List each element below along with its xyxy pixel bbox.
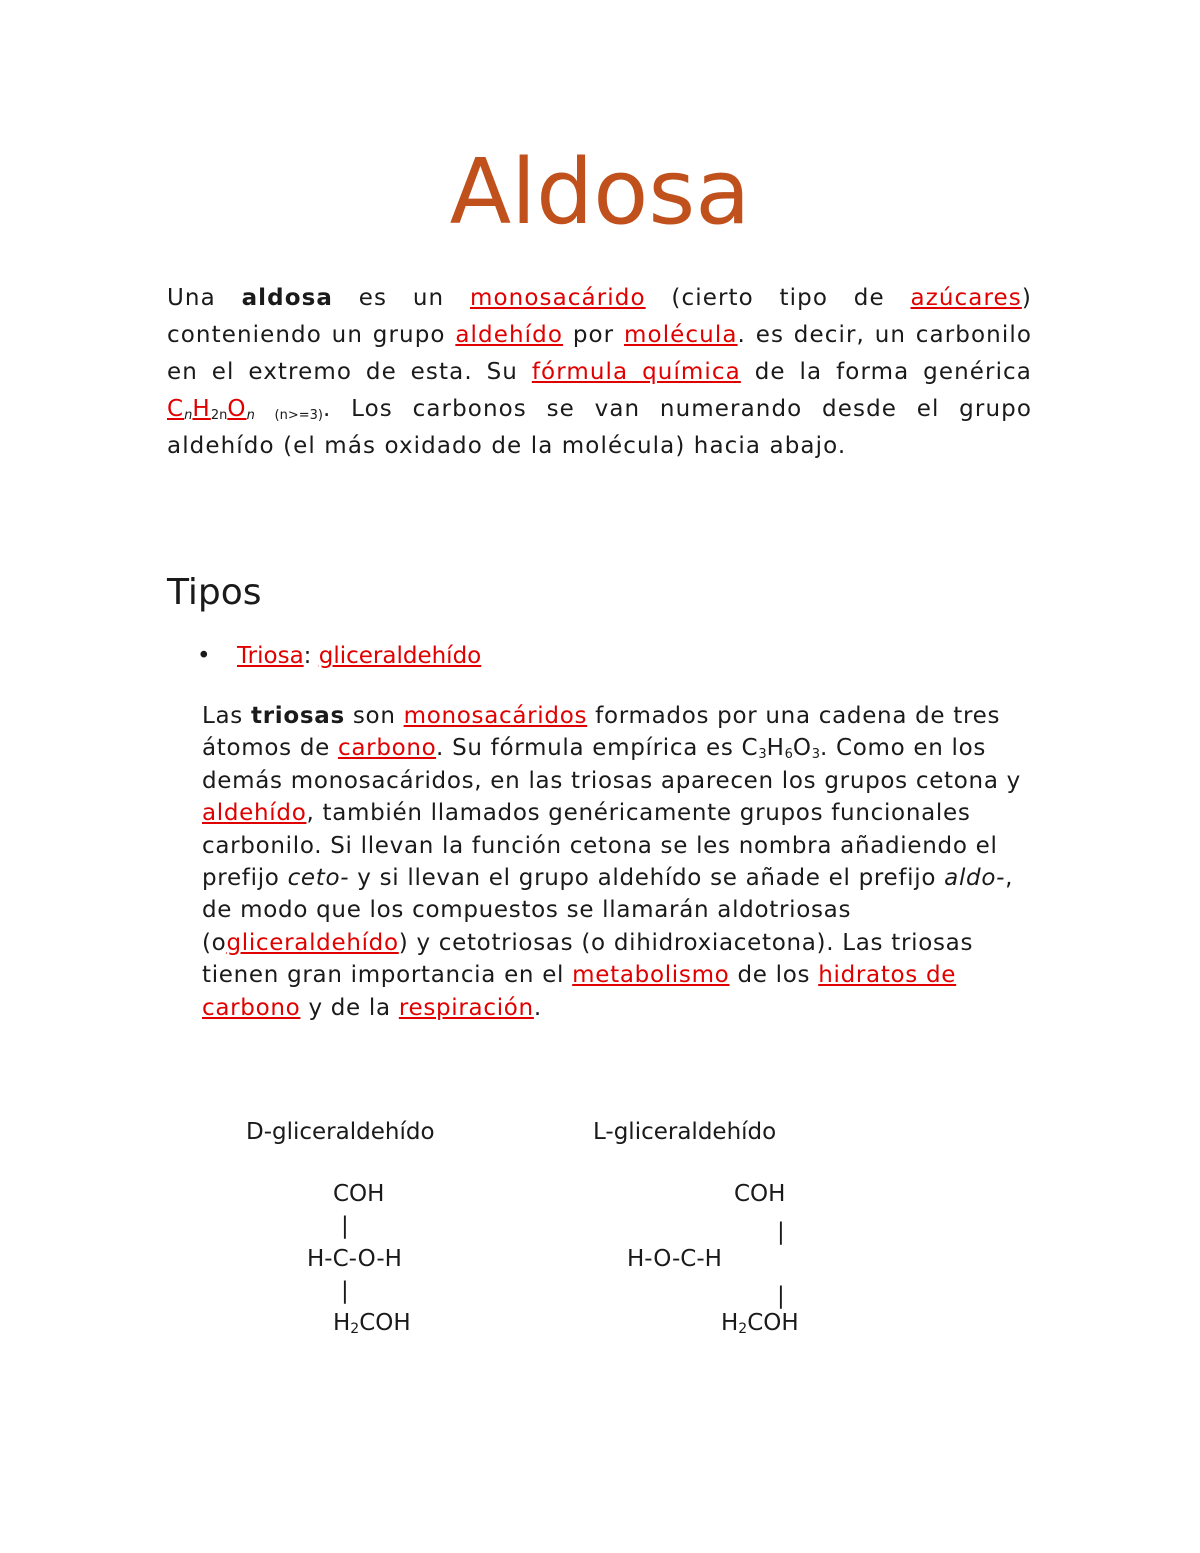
link-aldehido-2[interactable]: aldehído [202, 800, 307, 827]
molecule-d-bottom-h: H [333, 1310, 351, 1336]
body-text: O [792, 735, 812, 762]
molecule-label-d: D-gliceraldehído [246, 1119, 435, 1145]
link-triosa[interactable]: Triosa [237, 643, 304, 669]
bullet-icon: • [197, 643, 211, 669]
formula-sub-2n-text: 2n [210, 408, 228, 423]
formula-subscript: 3 [811, 747, 820, 763]
prefix-aldo: aldo- [944, 865, 1006, 892]
molecule-label-l: L-gliceraldehído [593, 1119, 777, 1145]
body-text: , también llamados genéricamente grupos funcionales carbonilo. Si llevan la función cetona se les nombra añadiendo el prefijo [202, 800, 998, 892]
body-text: . Como en los demás monosacáridos, en las triosas aparecen los grupos cetona y [202, 735, 1021, 794]
molecule-l-bottom-sub: 2 [738, 1321, 748, 1337]
intro-text: por [572, 322, 615, 348]
formula-subscript: 3 [758, 747, 767, 763]
molecule-l-top: COH [734, 1181, 786, 1207]
molecule-d-bottom-sub: 2 [350, 1321, 360, 1337]
body-text: formados por una cadena de tres átomos de [202, 703, 1001, 762]
intro-text: ) conteniendo un grupo [167, 285, 1032, 348]
link-oxygen-symbol[interactable] [227, 396, 246, 422]
body-text: de los [737, 962, 811, 989]
molecule-l-bottom [721, 1307, 799, 1339]
body-text: son [352, 703, 396, 729]
link-respiracion[interactable]: respiración [398, 994, 534, 1021]
link-gliceraldehido-2[interactable]: gliceraldehído [226, 929, 399, 956]
list-item [197, 638, 481, 674]
types-list [197, 638, 481, 674]
formula-o: O [227, 396, 247, 422]
molecule-l-bond-2: | [777, 1283, 785, 1309]
term-triosas: triosas [251, 703, 345, 729]
link-carbon-symbol[interactable] [167, 396, 184, 422]
intro-text: de la forma genérica [754, 359, 1033, 385]
body-text: H [766, 735, 785, 762]
body-text: ) y cetotriosas (o dihidroxiacetona). Las triosas tienen gran importancia en el [202, 929, 974, 989]
formula-sub-n: n [184, 408, 193, 423]
link-metabolismo[interactable]: metabolismo [572, 962, 730, 989]
intro-paragraph [167, 280, 1032, 465]
link-monosacarido[interactable]: monosacárido [469, 285, 646, 311]
list-separator: : [303, 643, 312, 669]
prefix-ceto: ceto- [287, 865, 350, 892]
link-molecula[interactable]: molécula [624, 322, 738, 348]
formula-c: C [167, 396, 185, 422]
formula-h: H [192, 396, 211, 422]
molecule-l-bond-1: | [777, 1219, 785, 1245]
link-hydrogen-symbol[interactable] [192, 396, 210, 422]
molecule-d-top: COH [333, 1181, 385, 1207]
link-gliceraldehido[interactable]: gliceraldehído [318, 643, 482, 669]
body-text: . [533, 994, 542, 1021]
body-text: y de la [308, 994, 391, 1021]
link-formula-quimica[interactable]: fórmula química [531, 359, 741, 385]
body-text: Las [202, 703, 243, 729]
formula-sub-2n [211, 408, 228, 423]
intro-text: . es decir, un carbonilo en el extremo de esta. Su [167, 322, 1032, 385]
term-aldosa: aldosa [241, 285, 334, 311]
intro-text: Una [167, 285, 216, 311]
formula-condition: (n>=3) [274, 408, 323, 423]
link-azucares[interactable]: azúcares [910, 285, 1022, 311]
molecule-l-middle: H-O-C-H [627, 1246, 722, 1272]
intro-text: . Los carbonos se van numerando desde el grupo aldehído (el más oxidado de la molécula) hacia abajo. [167, 396, 1032, 459]
body-text: . Su fórmula empírica es C [436, 735, 759, 762]
link-carbono[interactable]: carbono [338, 735, 437, 762]
molecule-d-middle: H-C-O-H [307, 1246, 402, 1272]
molecule-d-bond-1: | [341, 1213, 349, 1239]
intro-text: es un [358, 285, 445, 311]
formula-sub-n: n [246, 408, 255, 423]
body-text: y si llevan el grupo aldehído se añade el prefijo [357, 865, 937, 892]
molecule-d-bottom [333, 1307, 411, 1339]
formula-subscript: 6 [784, 747, 793, 763]
triosas-paragraph [202, 700, 1042, 1024]
intro-text: (cierto tipo de [671, 285, 885, 311]
section-heading-tipos: Tipos [167, 572, 262, 613]
page-title: Aldosa [449, 140, 751, 245]
molecule-l-bottom-h: H [721, 1310, 739, 1336]
molecule-d-bond-2: | [341, 1278, 349, 1304]
link-hidratos-de-carbono[interactable]: hidratos de carbono [202, 962, 957, 1021]
molecule-d-bottom-rest: COH [359, 1310, 411, 1336]
link-aldehido[interactable]: aldehído [455, 322, 564, 348]
molecule-l-bottom-rest: COH [747, 1310, 799, 1336]
link-monosacaridos[interactable]: monosacáridos [403, 703, 588, 729]
body-text: , de modo que los compuestos se llamarán aldotriosas (o [202, 865, 1014, 956]
